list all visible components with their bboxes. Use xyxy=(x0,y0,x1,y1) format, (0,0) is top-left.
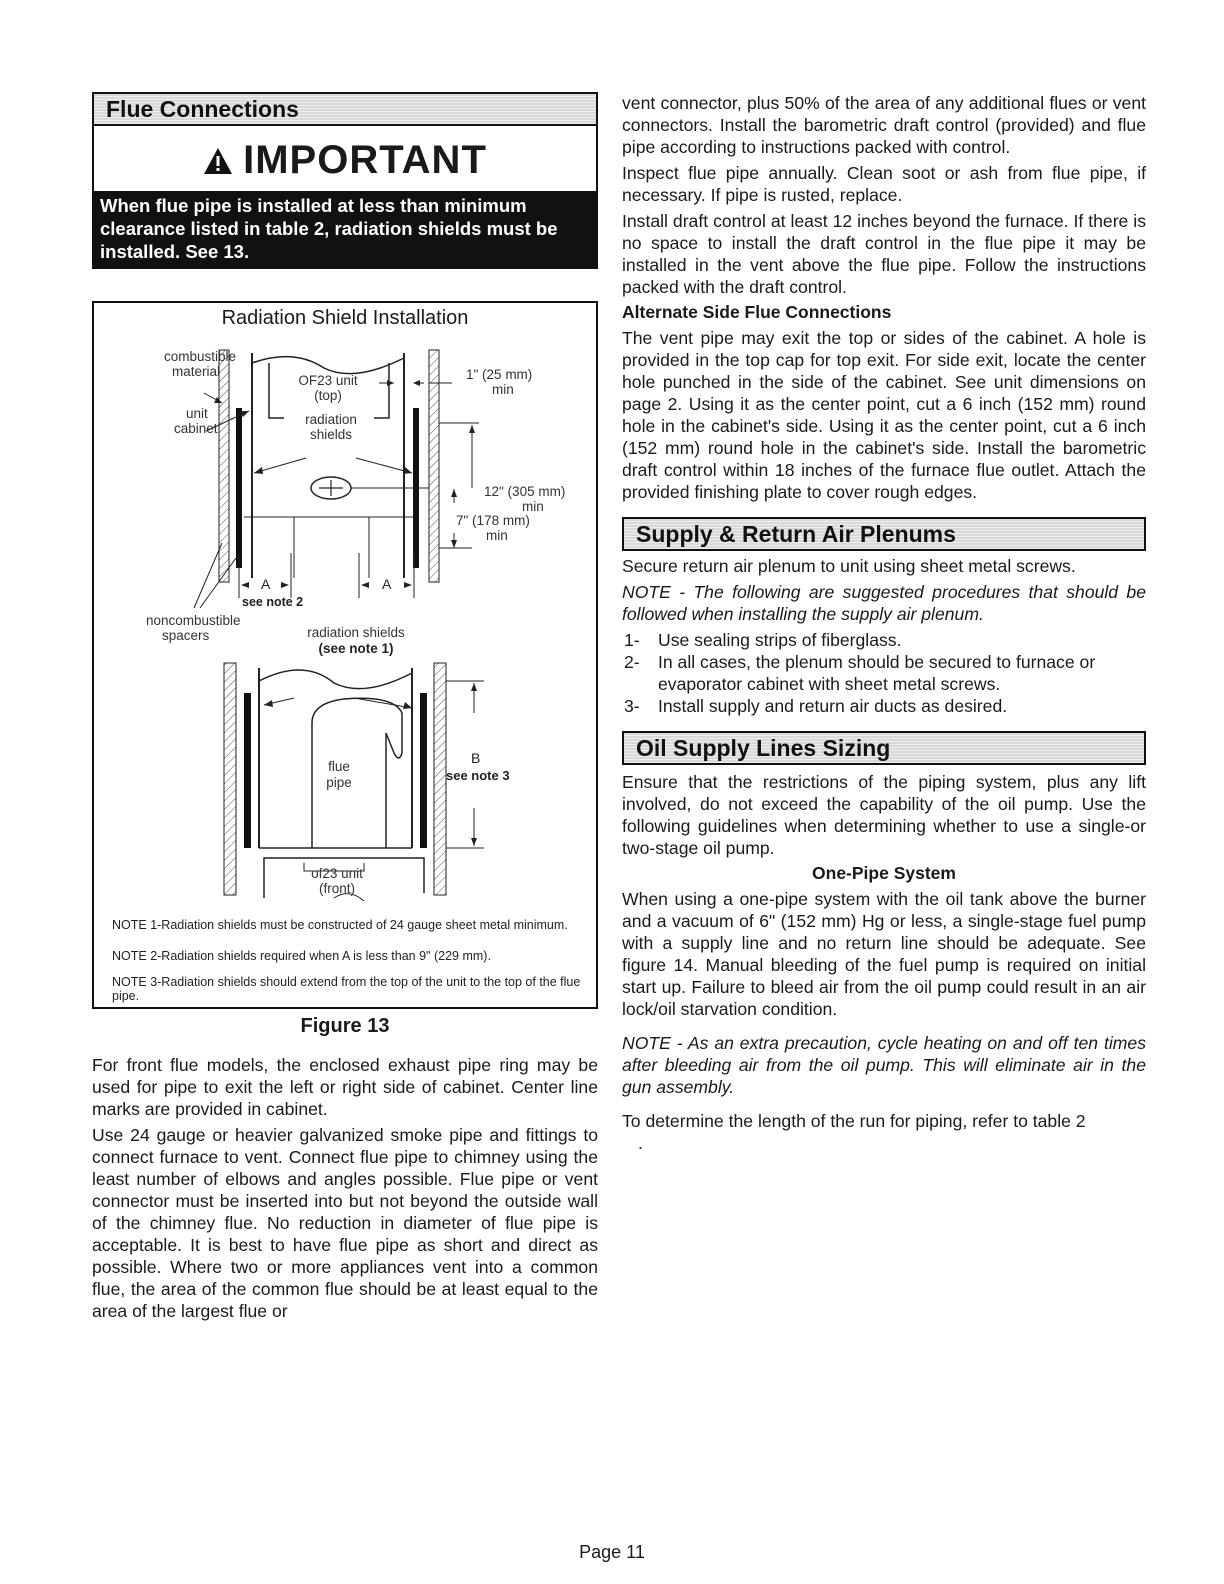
label-twelve-inch: 12" (305 mm) xyxy=(484,484,566,499)
label-seven-inch-min: min xyxy=(486,528,508,543)
label-twelve-inch-min: min xyxy=(522,499,544,514)
paragraph-run-length: To determine the length of the run for piping, refer to table 2 xyxy=(622,1111,1086,1131)
important-title: IMPORTANT xyxy=(243,138,487,182)
heading-one-pipe-system: One-Pipe System xyxy=(812,863,956,883)
plenum-note: NOTE - The following are suggested procedures that should be followed when installing the supply air plenum. xyxy=(622,582,1146,624)
label-cabinet: cabinet xyxy=(174,421,218,436)
label-one-inch-min: min xyxy=(492,382,514,397)
label-spacers: spacers xyxy=(162,628,210,643)
label-see-note-3: see note 3 xyxy=(446,768,510,783)
paragraph-smoke-pipe: Use 24 gauge or heavier galvanized smoke pipe and fittings to connect furnace to vent. Connect flue pipe to chimney using the least number of elbows and angles possible. Flue pipe or vent connector must be inserted into but not beyond the outside wall of the chimney flue. No reduction in diameter of flue pipe is acceptable. It is best to have flue pipe as short and direct as possible. Where two or more appliances vent into a common flue, the area of the common flue should be at least equal to the area of the largest flue or xyxy=(92,1125,598,1321)
figure-caption: Figure 13 xyxy=(300,1015,390,1037)
label-noncombustible: noncombustible xyxy=(146,613,241,628)
paragraph-run-period: . xyxy=(638,1133,643,1153)
right-column xyxy=(622,92,1146,1158)
figure-note-2: NOTE 2-Radiation shields required when A is less than 9" (229 mm). xyxy=(112,949,491,963)
figure-note-1: NOTE 1-Radiation shields must be constructed of 24 gauge sheet metal minimum. xyxy=(112,918,568,932)
figure-title: Radiation Shield Installation xyxy=(221,307,469,329)
radiation-shield-diagram xyxy=(94,303,596,913)
warning-triangle-icon xyxy=(203,147,233,175)
left-body-text xyxy=(92,1054,598,1322)
paragraph-one-pipe: When using a one-pipe system with the oil tank above the burner and a vacuum of 6" (152 mm) Hg or less, a single-stage fuel pump with a supply line and no return line should be adequate. See figure 14. Manual bleeding of the fuel pump is required on initial start up. Failure to bleed air from the oil pump could result in an air lock/oil starvation condition. xyxy=(622,889,1146,1019)
label-of23-unit-front: of23 unit xyxy=(311,866,363,881)
paragraph-front-flue: For front flue models, the enclosed exhaust pipe ring may be used for pipe to exit the left or right side of cabinet. Center line marks are provided in cabinet. xyxy=(92,1055,598,1119)
paragraph-vent-connector: vent connector, plus 50% of the area of any additional flues or vent connectors. Install the barometric draft control (provided) and flue pipe according to instructions packed with control. xyxy=(622,93,1146,157)
label-shields: shields xyxy=(309,427,353,442)
list-item: 2- In all cases, the plenum should be secured to furnace or evaporator cabinet with sheet metal screws. xyxy=(624,652,1096,694)
heading-alternate-side-flue: Alternate Side Flue Connections xyxy=(622,302,892,322)
list-item: 3- Install supply and return air ducts as desired. xyxy=(624,696,1008,716)
label-see-note-1: (see note 1) xyxy=(318,641,394,656)
label-unit: unit xyxy=(186,406,208,421)
label-of23-unit-top: OF23 unit xyxy=(298,373,358,388)
section-title-oil-supply: Oil Supply Lines Sizing xyxy=(622,731,1146,765)
label-a-left: A xyxy=(261,576,271,592)
label-radiation-shields: radiation shields xyxy=(307,625,405,640)
label-front: (front) xyxy=(318,881,356,896)
paragraph-inspect-flue: Inspect flue pipe annually. Clean soot or ash from flue pipe, if necessary. If pipe is rusted, replace. xyxy=(622,163,1146,205)
page-number: Page 11 xyxy=(579,1542,645,1562)
label-material: material xyxy=(172,364,221,379)
label-combustible: combustible xyxy=(164,349,237,364)
label-seven-inch: 7" (178 mm) xyxy=(456,513,530,528)
front-view-labels xyxy=(311,750,509,896)
important-body: When flue pipe is installed at less than minimum clearance listed in table 2, radiation shields must be installed. See 13. xyxy=(94,191,596,267)
paragraph-oil-supply: Ensure that the restrictions of the piping system, plus any lift involved, do not exceed the capability of the oil pump. Use the following guidelines when determining whether to use a single-or two-stage oil pump. xyxy=(622,772,1146,858)
label-b: B xyxy=(471,750,481,766)
figure-note-3: NOTE 3-Radiation shields should extend from the top of the unit to the top of the flue pipe. xyxy=(112,975,581,1003)
label-see-note-2: see note 2 xyxy=(242,595,304,609)
paragraph-draft-control: Install draft control at least 12 inches beyond the furnace. If there is no space to install the draft control in the flue pipe it may be installed in the vent above the flue pipe. Follow the instructions packed with the draft control. xyxy=(622,211,1146,297)
important-heading xyxy=(94,126,596,191)
section-title-plenums: Supply & Return Air Plenums xyxy=(622,517,1146,551)
paragraph-alternate-side-flue: The vent pipe may exit the top or sides of the cabinet. A hole is provided in the top cap for top exit. For side exit, locate the center hole punched in the side of the cabinet. See unit dimensions on page 2. Using it as the center point, cut a 6 inch (152 mm) round hole in the cabinet's side. Using it as the center point, cut a 6 inch (152 mm) round hole in the cabinet's side. Install the barometric draft control within 18 inches of the furnace flue outlet. Attach the provided finishing plate to cover rough edges. xyxy=(622,328,1146,502)
label-top: (top) xyxy=(314,388,342,403)
label-a-right: A xyxy=(382,576,392,592)
figure-13-box xyxy=(92,301,598,1009)
label-one-inch: 1" (25 mm) xyxy=(466,367,533,382)
important-box xyxy=(92,126,598,269)
top-view-labels xyxy=(146,349,565,656)
label-radiation: radiation xyxy=(305,412,357,427)
section-title-flue-connections: Flue Connections xyxy=(92,92,598,126)
plenum-steps-list xyxy=(622,629,1146,717)
list-item: 1- Use sealing strips of fiberglass. xyxy=(624,630,902,650)
left-column xyxy=(92,92,598,1326)
paragraph-plenum: Secure return air plenum to unit using sheet metal screws. xyxy=(622,556,1076,576)
one-pipe-note: NOTE - As an extra precaution, cycle heating on and off ten times after bleeding air from the oil pump. This will eliminate air in the gun assembly. xyxy=(622,1033,1146,1097)
label-flue: flue xyxy=(328,759,350,774)
label-pipe: pipe xyxy=(326,775,352,790)
